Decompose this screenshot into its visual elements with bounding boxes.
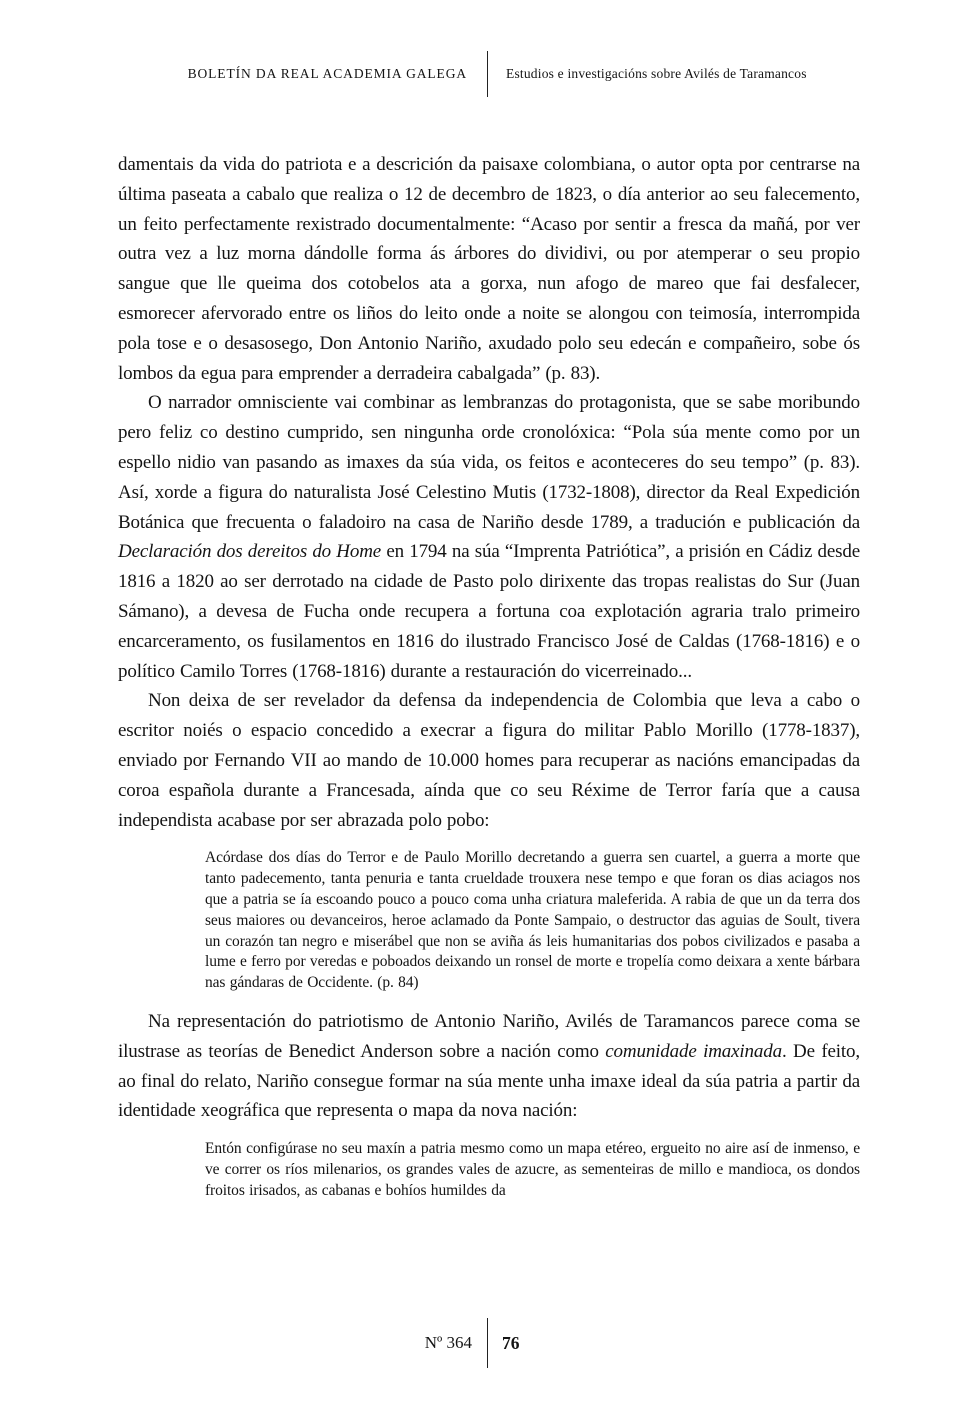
text-run: damentais da vida do patriota e a descrición da paisaxe colombiana, o autor opta por centrarse na última paseata a cabalo que realiza o 12 de decembro de 1823, o día anterior ao seu falecemento, un feito perfectamente rexistrado documentalmente: “Acaso por sentir a fresca da mañá, por ver outra vez a luz morna dándolle forma ás árbores do dividivi, ou por atemperar o seu propio sangue que lle queima dos cotobelos ata a gorxa, nun afogo de mareo que fai desfalecer, esmorecer afervorado entre os liños do leito onde a noite se alongou con teimosía, interrompida pola tose e o desasosego, Don Antonio Nariño, axudado polo seu edecán e compañeiro, sobe ós lombos da egua para emprender a derradeira cabalgada” (p. 83). [118, 154, 860, 384]
text-run: Acórdase dos días do Terror e de Paulo Morillo decretando a guerra sen cuartel, a guerra a morte que tanto padecemento, tanta penuria e tanta crueldade trouxera nese tempo e que foran os dias aciagos nos que a patria se ía escoando pouco a pouco coma unha criatura maleferida. A rabia de que un da terra dos seus maiores ou devanceiros, heroe aclamado da Ponte Sampaio, o destructor das aguias de Soult, tivera un corazón tan negro e miserábel que non se aviña ás leis humanitarias dos pobos civilizados e pasaba a lume e ferro por veredas e poboados deixando un ronsel de morte e tropelía como deixara a xente bárbara nas gándaras de Occidente. (p. 84) [205, 849, 860, 992]
journal-title: BOLETÍN DA REAL ACADEMIA GALEGA [187, 66, 467, 81]
article-body [118, 150, 860, 1214]
block-quote [205, 1139, 860, 1201]
page-number: 76 [502, 1332, 520, 1353]
block-quote [205, 848, 860, 994]
text-run: . De feito, ao final do relato, Nariño consegue formar na súa mente unha imaxe ideal da súa patria a partir da identidade xeográfica que representa o mapa da nova nación: [118, 1040, 860, 1122]
italic-text-run: comunidade imaxinada [605, 1040, 782, 1062]
paragraph [118, 686, 860, 835]
text-run: en 1794 na súa “Imprenta Patriótica”, a prisión en Cádiz desde 1816 a 1820 ao ser derrotado na cidade de Pasto polo dirixente das tropas realistas do Sur (Juan Sámano), a devesa de Fucha onde recupera a fortuna coa explotación agraria tralo primeiro encarceramento, os fusilamentos en 1816 do ilustrado Francisco José de Caldas (1768-1816) e o político Camilo Torres (1768-1816) durante a restauración do vicerreinado... [118, 541, 860, 682]
running-head [0, 48, 975, 100]
paragraph [118, 1007, 860, 1126]
page-footer [0, 1317, 975, 1369]
text-run: O narrador omnisciente vai combinar as lembranzas do protagonista, que se sabe moribundo pero feliz co destino cumprido, sen ningunha orde cronolóxica: “Pola súa mente como por un espello nidio van pasando as imaxes da súa vida, os feitos e aconteceres do seu tempo” (p. 83). Así, xorde a figura do naturalista José Celestino Mutis (1732-1808), director da Real Expedición Botánica que frecuenta o faladoiro na casa de Nariño desde 1789, a tradución e publicación da [118, 392, 860, 533]
italic-text-run: Declaración dos dereitos do Home [118, 541, 382, 563]
paragraph [118, 150, 860, 388]
text-run: Na representación do patriotismo de Antonio Nariño, Avilés de Taramancos parece coma se ilustrase as teorías de Benedict Anderson sobre a nación como [118, 1010, 860, 1062]
section-title: Estudios e investigacións sobre Avilés de Taramancos [506, 66, 807, 81]
text-run: Entón configúrase no seu maxín a patria mesmo como un mapa etéreo, ergueito no aire así de inmenso, e ve correr os ríos milenarios, os grandes vales de azucre, as sementeiras de millo e mandioca, os dondos froitos irisados, as cabanas e bohíos humildes da [205, 1140, 860, 1199]
issue-number: Nº 364 [424, 1333, 472, 1352]
paragraph [118, 388, 860, 686]
text-run: Non deixa de ser revelador da defensa da independencia de Colombia que leva a cabo o escritor noiés o espacio concedido a execrar a figura do militar Pablo Morillo (1778-1837), enviado por Fernando VII ao mando de 10.000 homes para recuperar as nacións emancipadas da coroa española durante a Francesada, aínda que co seu Réxime de Terror faría que a causa independista acabase por ser abrazada polo pobo: [118, 690, 860, 831]
